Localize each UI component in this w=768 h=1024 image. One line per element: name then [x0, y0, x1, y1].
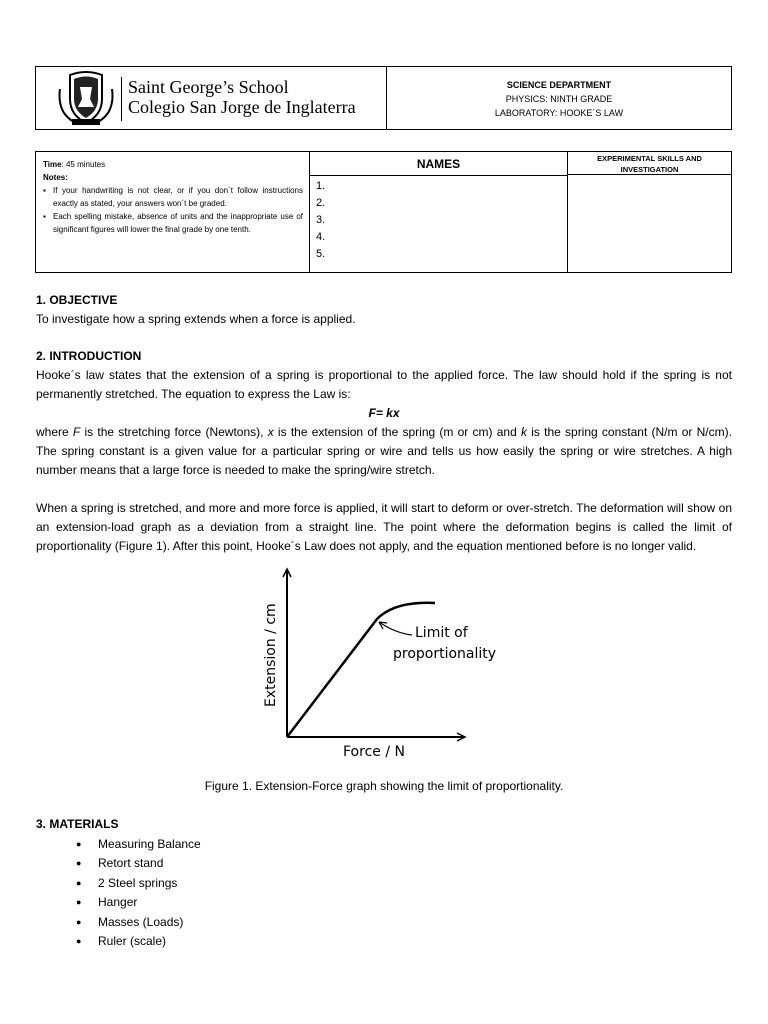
skills-header: EXPERIMENTAL SKILLS AND INVESTIGATION: [568, 152, 731, 175]
figure-caption: Figure 1. Extension-Force graph showing the limit of proportionality.: [204, 779, 564, 793]
hooke-equation: F= kx: [368, 406, 400, 420]
material-item: ● 2 Steel springs: [98, 874, 201, 894]
time-line: [43, 158, 303, 171]
var-x: x: [267, 425, 274, 439]
annotation-arrowhead-icon: [379, 622, 387, 629]
materials-list: [36, 835, 201, 952]
objective-title: 1. OBJECTIVE: [36, 293, 118, 307]
introduction-section: [36, 347, 732, 556]
notes-label: Notes:: [43, 173, 68, 182]
annotation-label-2: proportionality: [393, 646, 497, 662]
materials-title: 3. MATERIALS: [36, 817, 119, 831]
school-header: [36, 67, 387, 129]
name-slot[interactable]: 4.: [316, 231, 326, 243]
skills-cell: [568, 152, 731, 272]
note-item: ▪ Each spelling mistake, absence of units and the inappropriate use of significant figures will lower the final grade by one tenth.: [43, 210, 303, 236]
x-axis-label: Force / N: [343, 744, 405, 760]
school-name-en: Saint George’s School: [128, 77, 289, 97]
notes-cell: [36, 152, 310, 272]
school-name-es: Colegio San Jorge de Inglaterra: [128, 97, 356, 117]
objective-text: To investigate how a spring extends when a force is applied.: [36, 312, 356, 326]
intro-paragraph-2: [36, 423, 732, 480]
note-item: ▪ If your handwriting is not clear, or if you don´t follow instructions exactly as stated, your answers won´t be graded.: [43, 184, 303, 210]
info-table: [35, 151, 732, 273]
names-cell: [310, 152, 568, 272]
course-info: [387, 67, 731, 129]
time-value: : 45 minutes: [61, 160, 106, 169]
p2-part-d: is the spring constant (N/m or N/cm). The spring constant is a given value for a particular spring or wire and tells us how easily the spring or wire stretches. A high number means that a large force is needed to make the spring/wire stretch.: [36, 425, 732, 477]
extension-force-figure: [255, 565, 497, 765]
time-label: Time: [43, 160, 62, 169]
intro-paragraph-3: When a spring is stretched, and more and more force is applied, it will start to deform or over-stretch. The deformation will show on an extension-load graph as a deviation from a straight line. The point where the deformation begins is called the limit of proportionality (Figure 1). After this point, Hooke´s Law does not apply, and the equation mentioned before is no longer valid.: [36, 501, 732, 553]
name-slot[interactable]: 2.: [316, 197, 326, 209]
introduction-title: 2. INTRODUCTION: [36, 349, 142, 363]
lab-title: LABORATORY: HOOKE´S LAW: [494, 108, 624, 118]
var-f: F: [72, 425, 81, 439]
name-slot[interactable]: 3.: [316, 214, 326, 226]
proportional-line: [287, 619, 377, 737]
annotation-arrow: [379, 622, 412, 635]
intro-paragraph-1: Hooke´s law states that the extension of a spring is proportional to the applied force. The law should hold if the spring is not permanently stretched. The equation to express the Law is:: [36, 368, 732, 401]
p2-part-c: is the extension of the spring (m or cm) and: [273, 425, 521, 439]
material-item: ● Measuring Balance: [98, 835, 201, 855]
material-item: ● Hanger: [98, 893, 201, 913]
school-name: [128, 77, 356, 117]
p2-part-a: where: [36, 425, 73, 439]
p2-part-b: is the stretching force (Newtons),: [80, 425, 268, 439]
material-item: ● Masses (Loads): [98, 913, 201, 933]
annotation-label-1: Limit of: [415, 625, 468, 641]
objective-section: [36, 291, 732, 329]
y-axis-label: Extension / cm: [263, 603, 279, 707]
school-crest-icon: [56, 69, 116, 127]
names-header: NAMES: [310, 152, 567, 176]
subject: PHYSICS: NINTH GRADE: [505, 94, 613, 104]
material-item: ● Ruler (scale): [98, 932, 201, 952]
department: SCIENCE DEPARTMENT: [506, 80, 612, 90]
materials-section: [36, 815, 201, 952]
material-item: ● Retort stand: [98, 854, 201, 874]
name-slot[interactable]: 5.: [316, 248, 326, 260]
notes-list: [43, 184, 303, 236]
header-divider: [121, 77, 122, 121]
names-list: [310, 176, 567, 263]
deformation-curve: [377, 603, 435, 619]
name-slot[interactable]: 1.: [316, 180, 326, 192]
var-k: k: [520, 425, 527, 439]
header-box: [35, 66, 732, 130]
